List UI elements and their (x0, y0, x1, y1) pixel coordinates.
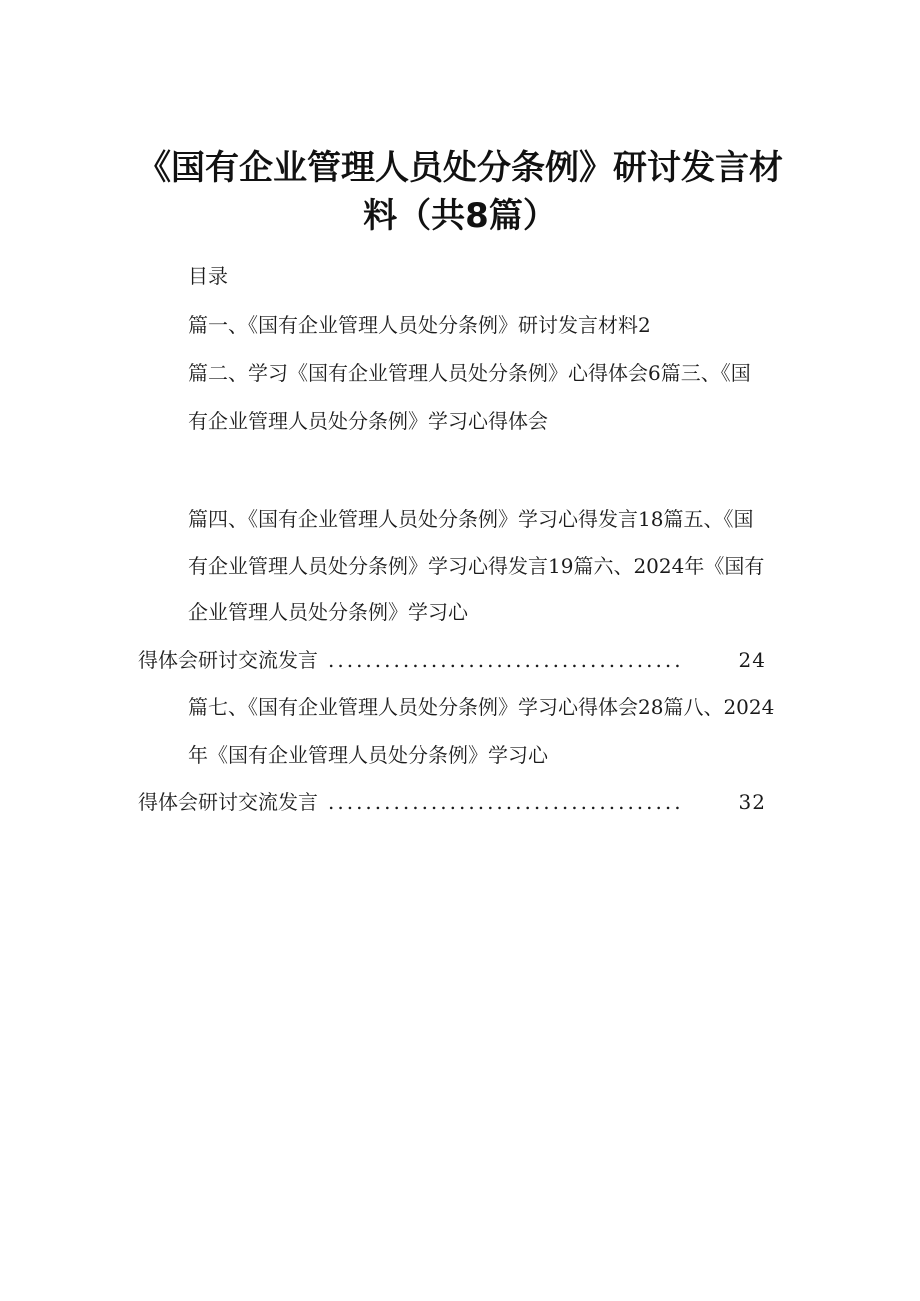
toc-leader-dots: ...................................... (328, 790, 684, 814)
toc-entry-1[interactable]: 篇一、《国有企业管理人员处分条例》研讨发言材料2 (188, 313, 651, 337)
toc-entry-5-6[interactable]: 有企业管理人员处分条例》学习心得发言19篇六、2024年《国有 (188, 554, 765, 578)
toc-leader-dots: ...................................... (328, 648, 684, 672)
toc-leader-row-2[interactable] (138, 788, 766, 816)
toc-page-number: 32 (738, 790, 766, 814)
toc-leader-text: 得体会研讨交流发言 (138, 648, 318, 672)
toc-entry-2-3-cont[interactable]: 有企业管理人员处分条例》学习心得体会 (188, 409, 548, 433)
toc-entry-7-8[interactable]: 篇七、《国有企业管理人员处分条例》学习心得体会28篇八、2024 (188, 695, 775, 719)
toc-entry-8-cont[interactable]: 年《国有企业管理人员处分条例》学习心 (188, 743, 548, 767)
toc-entry-6-cont[interactable]: 企业管理人员处分条例》学习心 (188, 600, 468, 624)
document-title-line-2: 料（共8篇） (363, 196, 557, 236)
toc-heading: 目录 (188, 264, 228, 288)
toc-entry-4-5[interactable]: 篇四、《国有企业管理人员处分条例》学习心得发言18篇五、《国 (188, 507, 754, 531)
toc-page-number: 24 (738, 648, 766, 672)
toc-leader-row-1[interactable] (138, 646, 766, 674)
toc-entry-2-3[interactable]: 篇二、学习《国有企业管理人员处分条例》心得体会6篇三、《国 (188, 361, 751, 385)
document-title-line-1: 《国有企业管理人员处分条例》研讨发言材 (137, 148, 783, 188)
toc-leader-text: 得体会研讨交流发言 (138, 790, 318, 814)
